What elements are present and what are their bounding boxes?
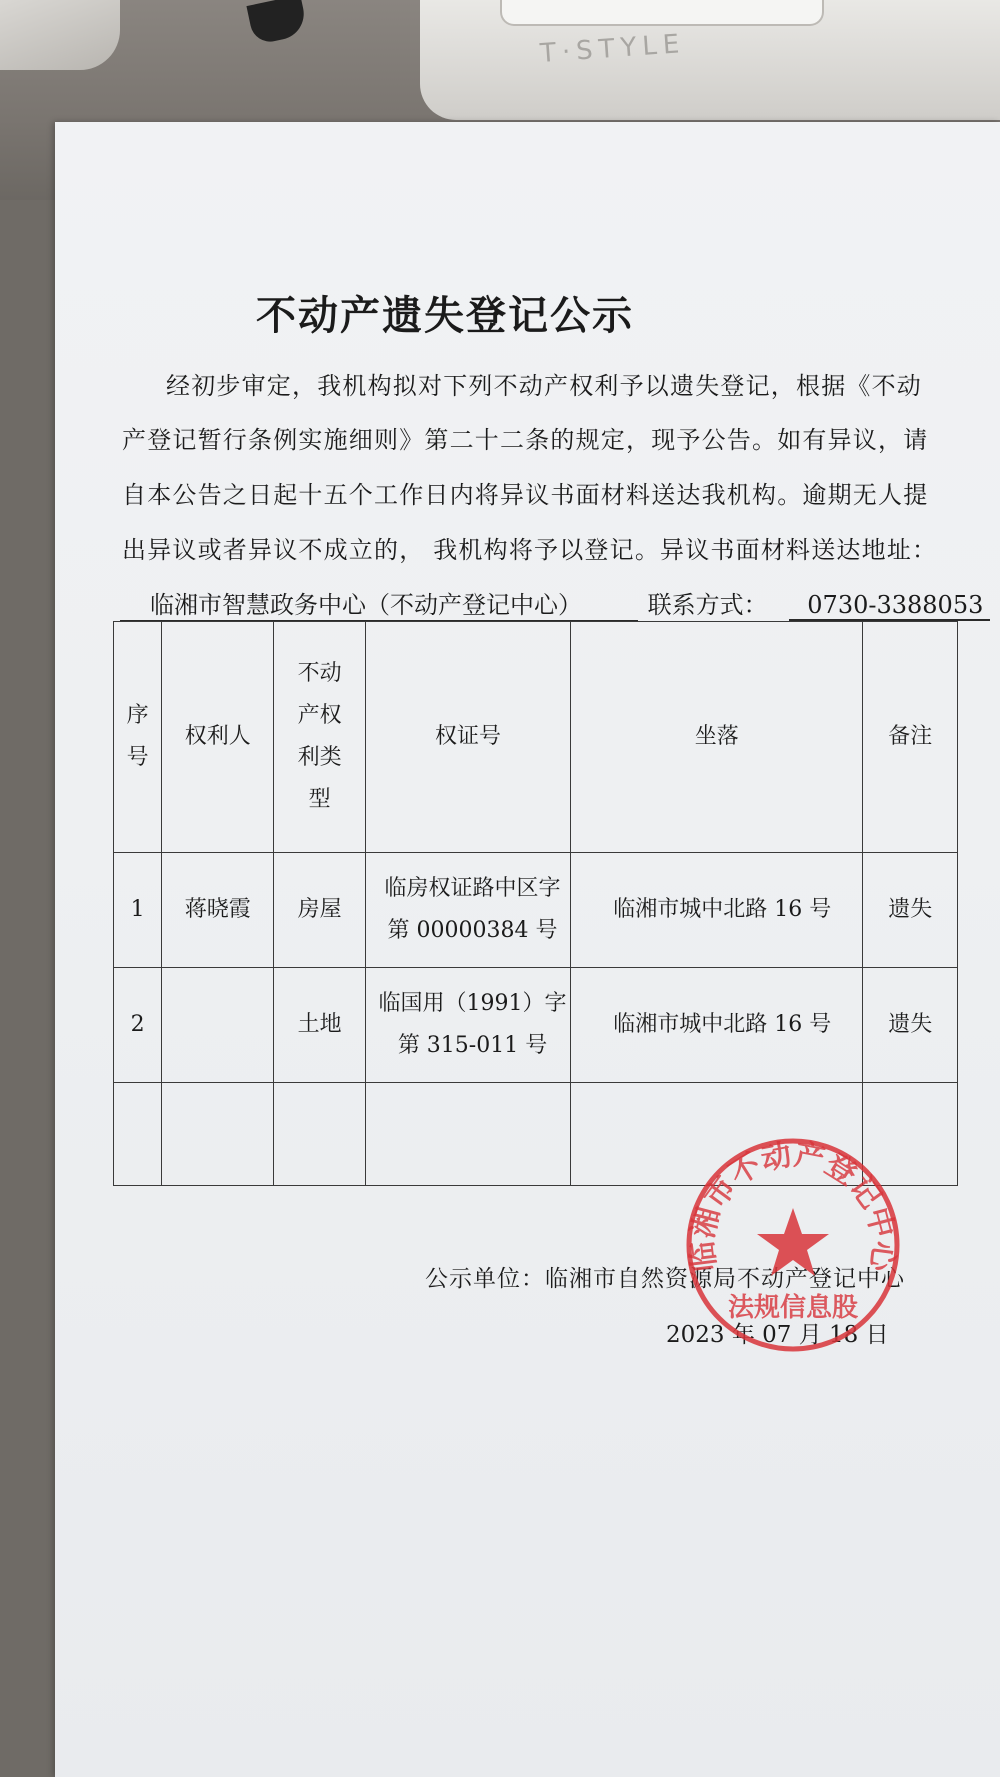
cell-location: 临湘市城中北路 16 号 [571,968,863,1083]
cell-seq: 1 [114,853,162,968]
seal-text: 临湘市不动产登记中心 [684,1137,902,1274]
cell-remark: 遗失 [863,968,958,1083]
notice-table [113,621,958,1186]
address-contact-row [120,585,990,622]
header-remark: 备注 [863,622,958,853]
table-header-row [114,622,958,853]
paragraph-line-1: 经初步审定，我机构拟对下列不动产权利予以遗失登记，根据《不动 [166,372,922,400]
cell-empty [365,1083,570,1186]
cell-cert: 临房权证路中区字第 00000384 号 [365,853,570,968]
date-line: 2023 年 07 月 18 日 [666,1322,889,1348]
official-seal-stamp [678,1130,908,1360]
paragraph-line-4: 出异议或者异议不成立的， 我机构将予以登记。异议书面材料送达地址： [122,536,938,564]
header-type: 不动产权利类型 [274,622,366,853]
cell-location: 临湘市城中北路 16 号 [571,853,863,968]
device-box-slot [500,0,824,26]
cell-empty [274,1083,366,1186]
contact-label: 联系方式： [647,591,768,619]
table-row [114,968,958,1083]
header-holder: 权利人 [162,622,274,853]
cell-empty [114,1083,162,1186]
document-title: 不动产遗失登记公示 [256,293,634,339]
contact-phone: 0730-3388053 [789,591,990,621]
header-location: 坐落 [571,622,863,853]
cell-holder: 蒋晓霞 [162,853,274,968]
cell-type: 土地 [274,968,366,1083]
header-cert: 权证号 [365,622,570,853]
table-row [114,853,958,968]
seal-subtext: 法规信息股 [727,1293,859,1323]
cell-type: 房屋 [274,853,366,968]
device-left [0,0,120,70]
device-brand: T·STYLE [539,28,687,70]
cell-cert: 临国用（1991）字第 315-011 号 [365,968,570,1083]
cell-empty [162,1083,274,1186]
publisher-line: 公示单位：临湘市自然资源局不动产登记中心 [425,1266,905,1292]
paragraph-line-3: 自本公告之日起十五个工作日内将异议书面材料送达我机构。逾期无人提 [122,481,929,509]
cell-seq: 2 [114,968,162,1083]
seal-star-icon [757,1208,829,1276]
cell-remark: 遗失 [863,853,958,968]
paragraph-line-2: 产登记暂行条例实施细则》第二十二条的规定，现予公告。如有异议，请 [122,426,929,454]
header-seq: 序号 [114,622,162,853]
cell-holder [162,968,274,1083]
address-field: 临湘市智慧政务中心（不动产登记中心） [120,585,638,622]
